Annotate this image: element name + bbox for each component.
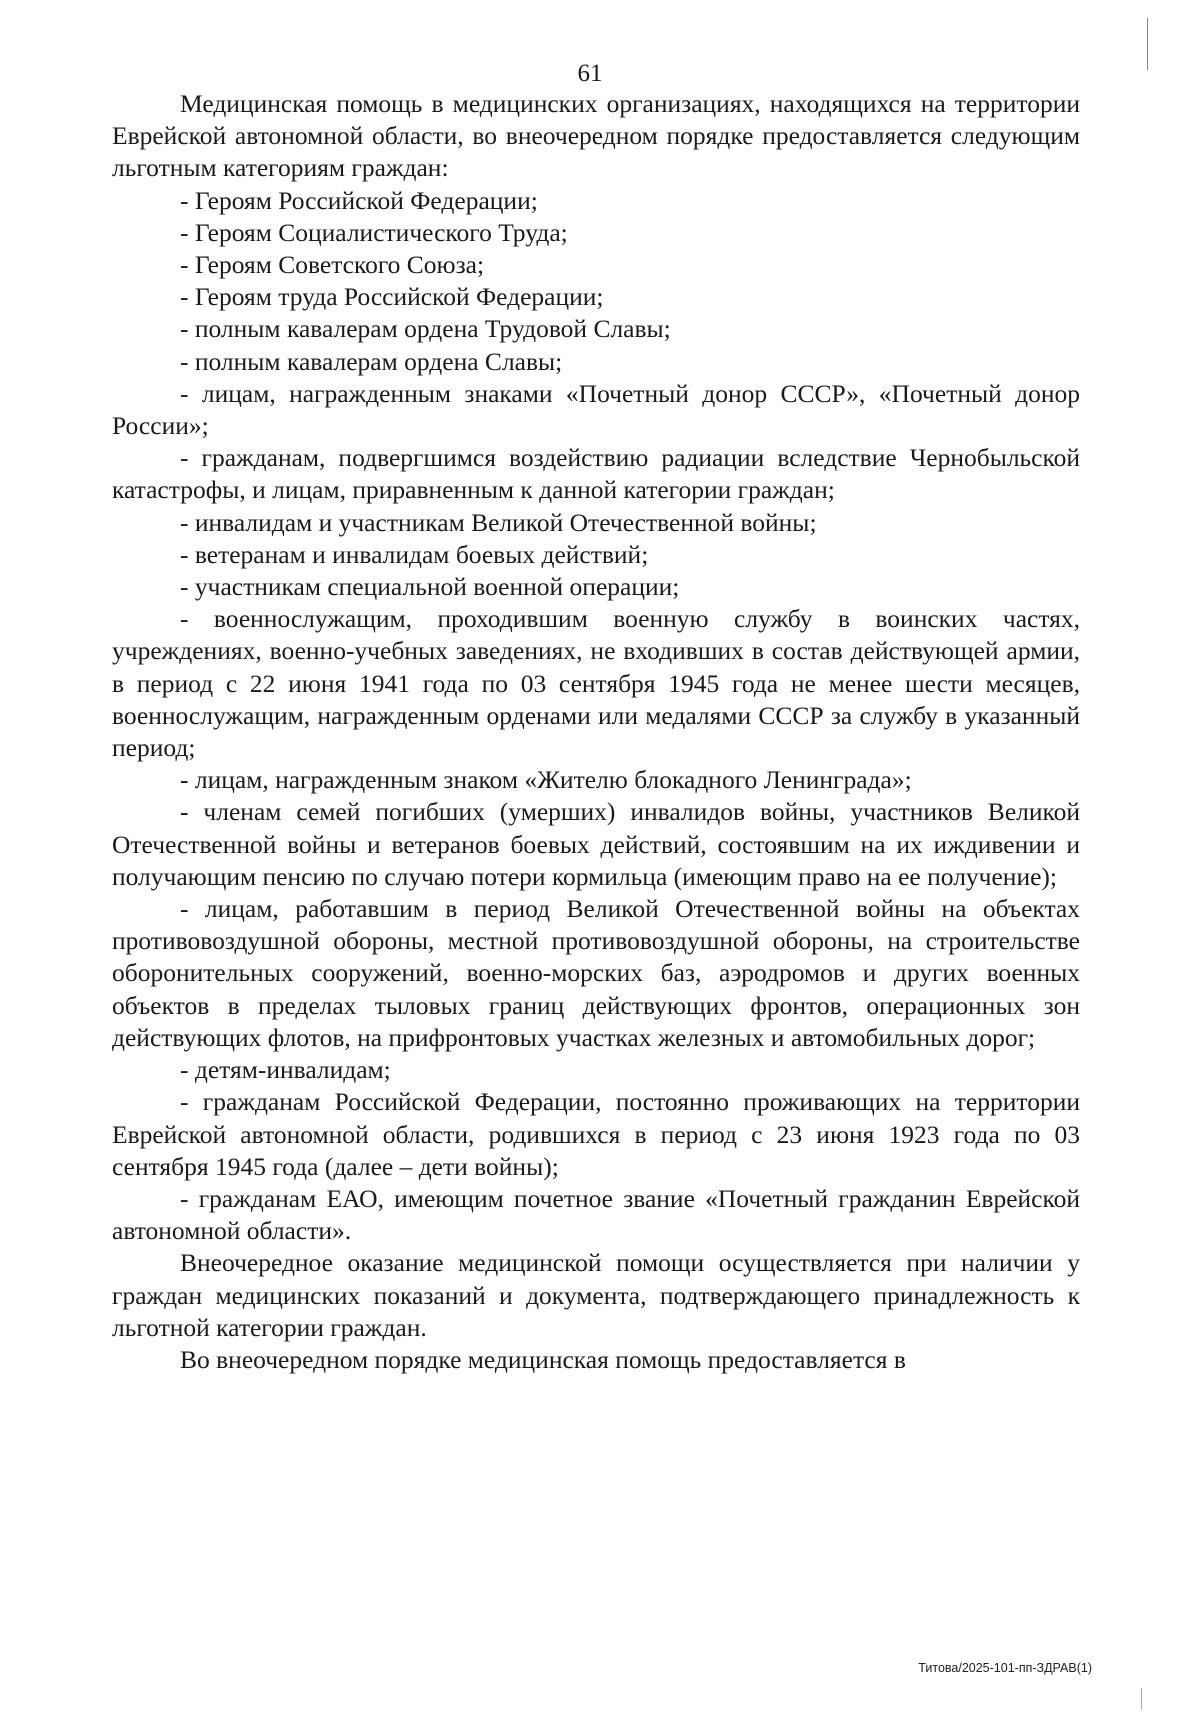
list-item: - участникам специальной военной операции;: [180, 572, 680, 602]
list-item: - гражданам Российской Федерации, постоянно проживающих на территории Еврейской автономной области, родившихся в период с 23 июня 1923 года по 03 сентября 1945 года (далее – дети войны);: [112, 1087, 1080, 1181]
list-item: - детям-инвалидам;: [180, 1055, 391, 1085]
closing-paragraph: Во внеочередном порядке медицинская помощь предоставляется в: [180, 1344, 906, 1374]
list-item: - лицам, награжденным знаками «Почетный донор СССР», «Почетный донор России»;: [112, 378, 1080, 441]
page-number: 61: [577, 60, 603, 87]
list-item: - Героям Российской Федерации;: [180, 185, 538, 215]
list-item: - лицам, работавшим в период Великой Отечественной войны на объектах противовоздушной обороны, местной противовоздушной обороны, на строительстве оборонительных сооружений, военно-морских баз, аэродромов и других военных объектов в пределах тыловых границ действующих фронтов, операционных зон действующих флотов, на прифронтовых участках железных и автомобильных дорог;: [112, 894, 1080, 1052]
list-item: - Героям труда Российской Федерации;: [180, 282, 604, 312]
list-item: - ветеранам и инвалидам боевых действий;: [180, 539, 649, 569]
list-item: - военнослужащим, проходившим военную службу в воинских частях, учреждениях, военно-учебных заведениях, не входивших в состав действующей армии, в период с 22 июня 1941 года по 03 сентября 1945 года не менее шести месяцев, военнослужащим, награжденным орденами или медалями СССР за службу в указанный период;: [112, 604, 1080, 763]
document-footer-code: Титова/2025-101-пп-ЗДРАВ(1): [918, 1661, 1092, 1675]
list-item: - лицам, награжденным знаком «Жителю блокадного Ленинграда»;: [180, 765, 912, 795]
list-item: - Героям Социалистического Труда;: [180, 217, 568, 247]
list-item: - Героям Советского Союза;: [180, 250, 485, 280]
list-item: - гражданам, подвергшимся воздействию радиации вследствие Чернобыльской катастрофы, и лицам, приравненным к данной категории граждан;: [112, 443, 1080, 505]
list-item: - инвалидам и участникам Великой Отечественной войны;: [180, 507, 817, 537]
document-body: [112, 88, 1080, 1376]
conditions-paragraph: Внеочередное оказание медицинской помощи осуществляется при наличии у граждан медицинских показаний и документа, подтверждающего принадлежность к льготной категории граждан.: [112, 1248, 1080, 1342]
list-item: - членам семей погибших (умерших) инвалидов войны, участников Великой Отечественной войны и ветеранов боевых действий, состоявшим на их иждивении и получающим пенсию по случаю потери кормильца (имеющим право на ее получение);: [112, 797, 1080, 891]
list-item: - полным кавалерам ордена Славы;: [180, 346, 563, 376]
list-item: - гражданам ЕАО, имеющим почетное звание «Почетный гражданин Еврейской автономной области».: [112, 1183, 1080, 1246]
list-item: - полным кавалерам ордена Трудовой Славы;: [180, 314, 671, 344]
scan-edge-line-bottom: [1141, 1688, 1142, 1710]
intro-paragraph: Медицинская помощь в медицинских организациях, находящихся на территории Еврейской автономной области, во внеочередном порядке предоставляется следующим льготным категориям граждан:: [112, 89, 1080, 183]
